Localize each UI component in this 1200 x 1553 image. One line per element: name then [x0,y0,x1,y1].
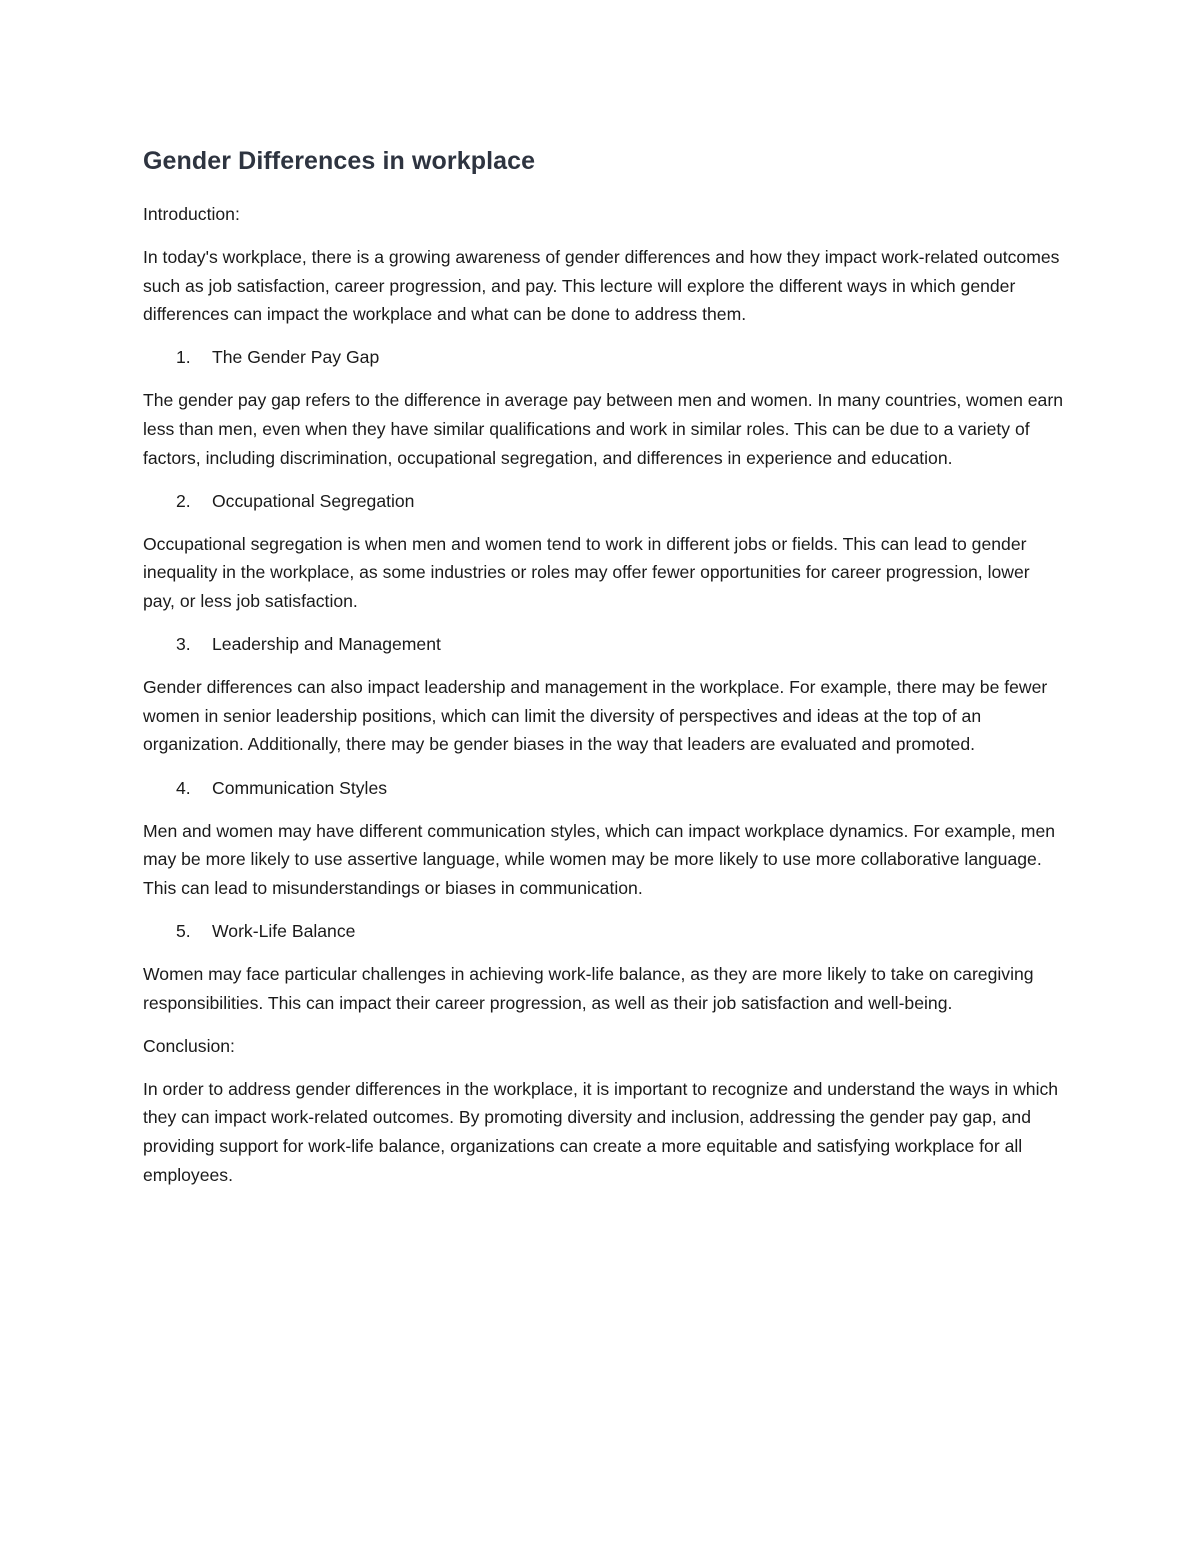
list-number: 1. [176,347,191,368]
list-number: 4. [176,777,191,798]
section-paragraph-occupational-segregation: Occupational segregation is when men and women tend to work in different jobs or fields. This can lead to gender inequality in the workplace, as some industries or roles may offer fewer opportunities for career progression, lower pay, or less job satisfaction. [143,533,1030,612]
list-label: The Gender Pay Gap [212,347,380,368]
document-body [143,140,1063,1204]
section-paragraph-work-life-balance: Women may face particular challenges in achieving work-life balance, as they are more likely to take on caregiving responsibilities. This can impact their career progression, as well as their job satisfaction and well-being. [143,963,1034,1013]
section-heading-occupational-segregation [143,487,1063,516]
list-number: 2. [176,490,191,511]
list-label: Occupational Segregation [212,490,415,511]
conclusion-paragraph: In order to address gender differences in the workplace, it is important to recognize and understand the ways in which they can impact work-related outcomes. By promoting diversity and inclusion, addressing the gender pay gap, and providing support for work-life balance, organizations can create a more equitable and satisfying workplace for all employees. [143,1078,1059,1185]
section-heading-gender-pay-gap [143,343,1063,372]
intro-paragraph: In today's workplace, there is a growing awareness of gender differences and how they impact work-related outcomes such as job satisfaction, career progression, and pay. This lecture will explore the different ways in which gender differences can impact the workplace and what can be done to address them. [143,247,1060,325]
section-paragraph-leadership: Gender differences can also impact leadership and management in the workplace. For example, there may be fewer women in senior leadership positions, which can limit the diversity of perspectives and ideas at the top of an organization. Additionally, there may be gender biases in the way that leaders are evaluated and promoted. [143,677,1048,755]
section-heading-work-life-balance [143,917,1063,946]
section-heading-communication [143,774,1063,803]
list-number: 3. [176,634,191,655]
list-label: Work-Life Balance [212,920,356,941]
section-paragraph-gender-pay-gap: The gender pay gap refers to the difference in average pay between men and women. In many countries, women earn less than men, even when they have similar qualifications and work in similar roles. This can be due to a variety of factors, including discrimination, occupational segregation, and differences in experience and education. [143,390,1063,468]
document-title: Gender Differences in workplace [143,147,536,175]
list-label: Communication Styles [212,777,388,798]
section-paragraph-communication: Men and women may have different communication styles, which can impact workplace dynamics. For example, men may be more likely to use assertive language, while women may be more likely to use more collaborative language. This can lead to misunderstandings or biases in communication. [143,820,1056,898]
list-number: 5. [176,920,191,941]
list-label: Leadership and Management [212,634,441,655]
conclusion-heading: Conclusion: [143,1035,235,1056]
intro-heading: Introduction: [143,204,240,224]
section-heading-leadership [143,630,1063,659]
